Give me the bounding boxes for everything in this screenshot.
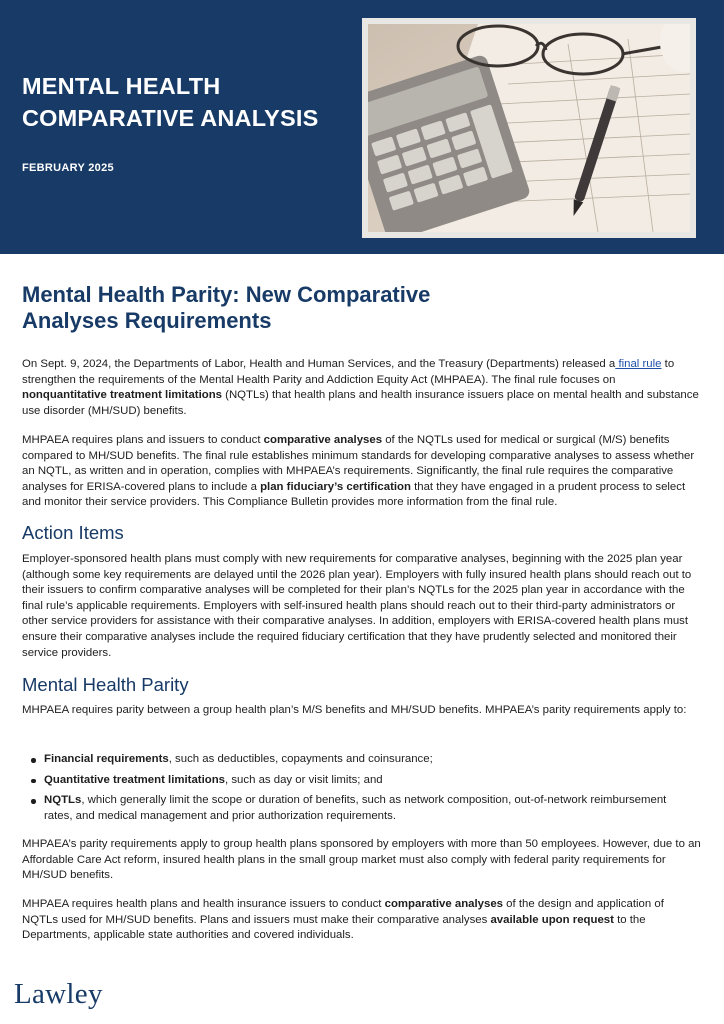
bullet-text: , such as deductibles, copayments and coinsurance; (168, 753, 433, 765)
req-bold-certification: plan fiduciary’s certification (260, 480, 411, 493)
intro-paragraph (22, 357, 702, 419)
header-photo-frame (362, 18, 696, 238)
intro-text-2: to strengthen the requirements of the Mental Health Parity and Addiction Equity Act (MHPAEA). The final rule focuses on (22, 358, 675, 386)
bullet-bold: Quantitative treatment limitations (44, 773, 226, 786)
article-title-line-1: Mental Health Parity: New Comparative (22, 282, 431, 307)
final-text-3: to the Departments, applicable state authorities and covered individuals. (22, 913, 646, 942)
mental-health-parity-heading: Mental Health Parity (22, 674, 189, 695)
bullet-bold: Financial requirements (44, 753, 169, 765)
article-title (22, 282, 542, 334)
requirements-paragraph (22, 433, 702, 511)
article-title-line-2: Analyses Requirements (22, 308, 272, 333)
banner-date: FEBRUARY 2025 (22, 162, 114, 174)
intro-text-3: (NQTLs) that health plans and health insurance issuers place on mental health and substance use disorder (MH/SUD) benefits. (22, 389, 699, 417)
lawley-logo: Lawley (14, 978, 103, 1010)
bullet-dot (31, 779, 36, 784)
banner-title (22, 70, 318, 134)
action-items-heading: Action Items (22, 522, 124, 543)
final-bold-comparative: comparative analyses (384, 898, 504, 910)
bullet-dot (31, 758, 36, 763)
bullet-text: , which generally limit the scope or duration of benefits, such as network composition, out-of-network reimbursement rates, and medical management and prior authorization requirements. (44, 794, 667, 822)
intro-bold-nqtl: nonquantitative treatment limitations (22, 389, 222, 402)
action-items-paragraph: Employer-sponsored health plans must comply with new requirements for comparative analyses, beginning with the 2025 plan year (although some key requirements are delayed until the 2026 plan year). Employers with fully insured health plans should reach out to their issuers to confirm comparative analyses will be completed for their plan’s NQTLs for the 2025 plan year in accordance with the final rule’s applicable requirements. Employers with self-insured health plans should reach out to their third-party administrators or other service providers for assistance with their comparative analyses. In addition, employers with ERISA-covered health plans must ensure their comparative analyses include the required fiduciary certification that they have prudently selected and monitored their service providers. (22, 553, 692, 659)
final-text-1: MHPAEA requires health plans and health insurance issuers to conduct (22, 898, 385, 910)
banner-title-line-1: MENTAL HEALTH (22, 73, 221, 99)
header-photo (368, 24, 690, 232)
banner-title-line-2: COMPARATIVE ANALYSIS (22, 105, 319, 131)
intro-text-1: On Sept. 9, 2024, the Departments of Labor, Health and Human Services, and the Treasury (Departments) released a (22, 358, 616, 370)
final-paragraph (22, 897, 702, 944)
list-item (22, 793, 682, 824)
list-item (22, 773, 682, 789)
req-bold-comparative: comparative analyses (263, 434, 383, 446)
bullet-dot (31, 799, 36, 804)
final-rule-link[interactable]: final rule (615, 358, 662, 370)
bullet-text: , such as day or visit limits; and (225, 773, 383, 786)
parity-intro-paragraph: MHPAEA requires parity between a group health plan’s M/S benefits and MH/SUD benefits. MHPAEA’s parity requirements apply to: (22, 704, 687, 716)
parity-requirements-list (22, 752, 682, 829)
final-bold-available: available upon request (490, 913, 614, 926)
req-text-3: that they have engaged in a prudent process to select and monitor their service providers. This Compliance Bulletin provides more information from the final rule. (22, 480, 686, 509)
small-group-paragraph: MHPAEA’s parity requirements apply to group health plans sponsored by employers with more than 50 employees. However, due to an Affordable Care Act reform, insured health plans in the small group market must also comply with federal parity requirements for MH/SUD benefits. (22, 838, 701, 882)
calculator-glasses-pen-illustration (368, 24, 690, 232)
header-banner (0, 0, 724, 254)
req-text-1: MHPAEA requires plans and issuers to conduct (22, 434, 264, 446)
final-text-2: of the design and application of NQTLs used for MH/SUD benefits. Plans and issuers must make their comparative analyses (22, 898, 664, 926)
list-item (22, 752, 682, 768)
bullet-bold: NQTLs (44, 794, 82, 807)
req-text-2: of the NQTLs used for medical or surgical (M/S) benefits compared to MH/SUD benefits. The final rule establishes minimum standards for developing comparative analyses to assess whether an NQTL, as written and in operation, complies with MHPAEA’s requirements. Significantly, the final rule requires the comparative analyses for ERISA-covered plans to include a (22, 434, 695, 493)
